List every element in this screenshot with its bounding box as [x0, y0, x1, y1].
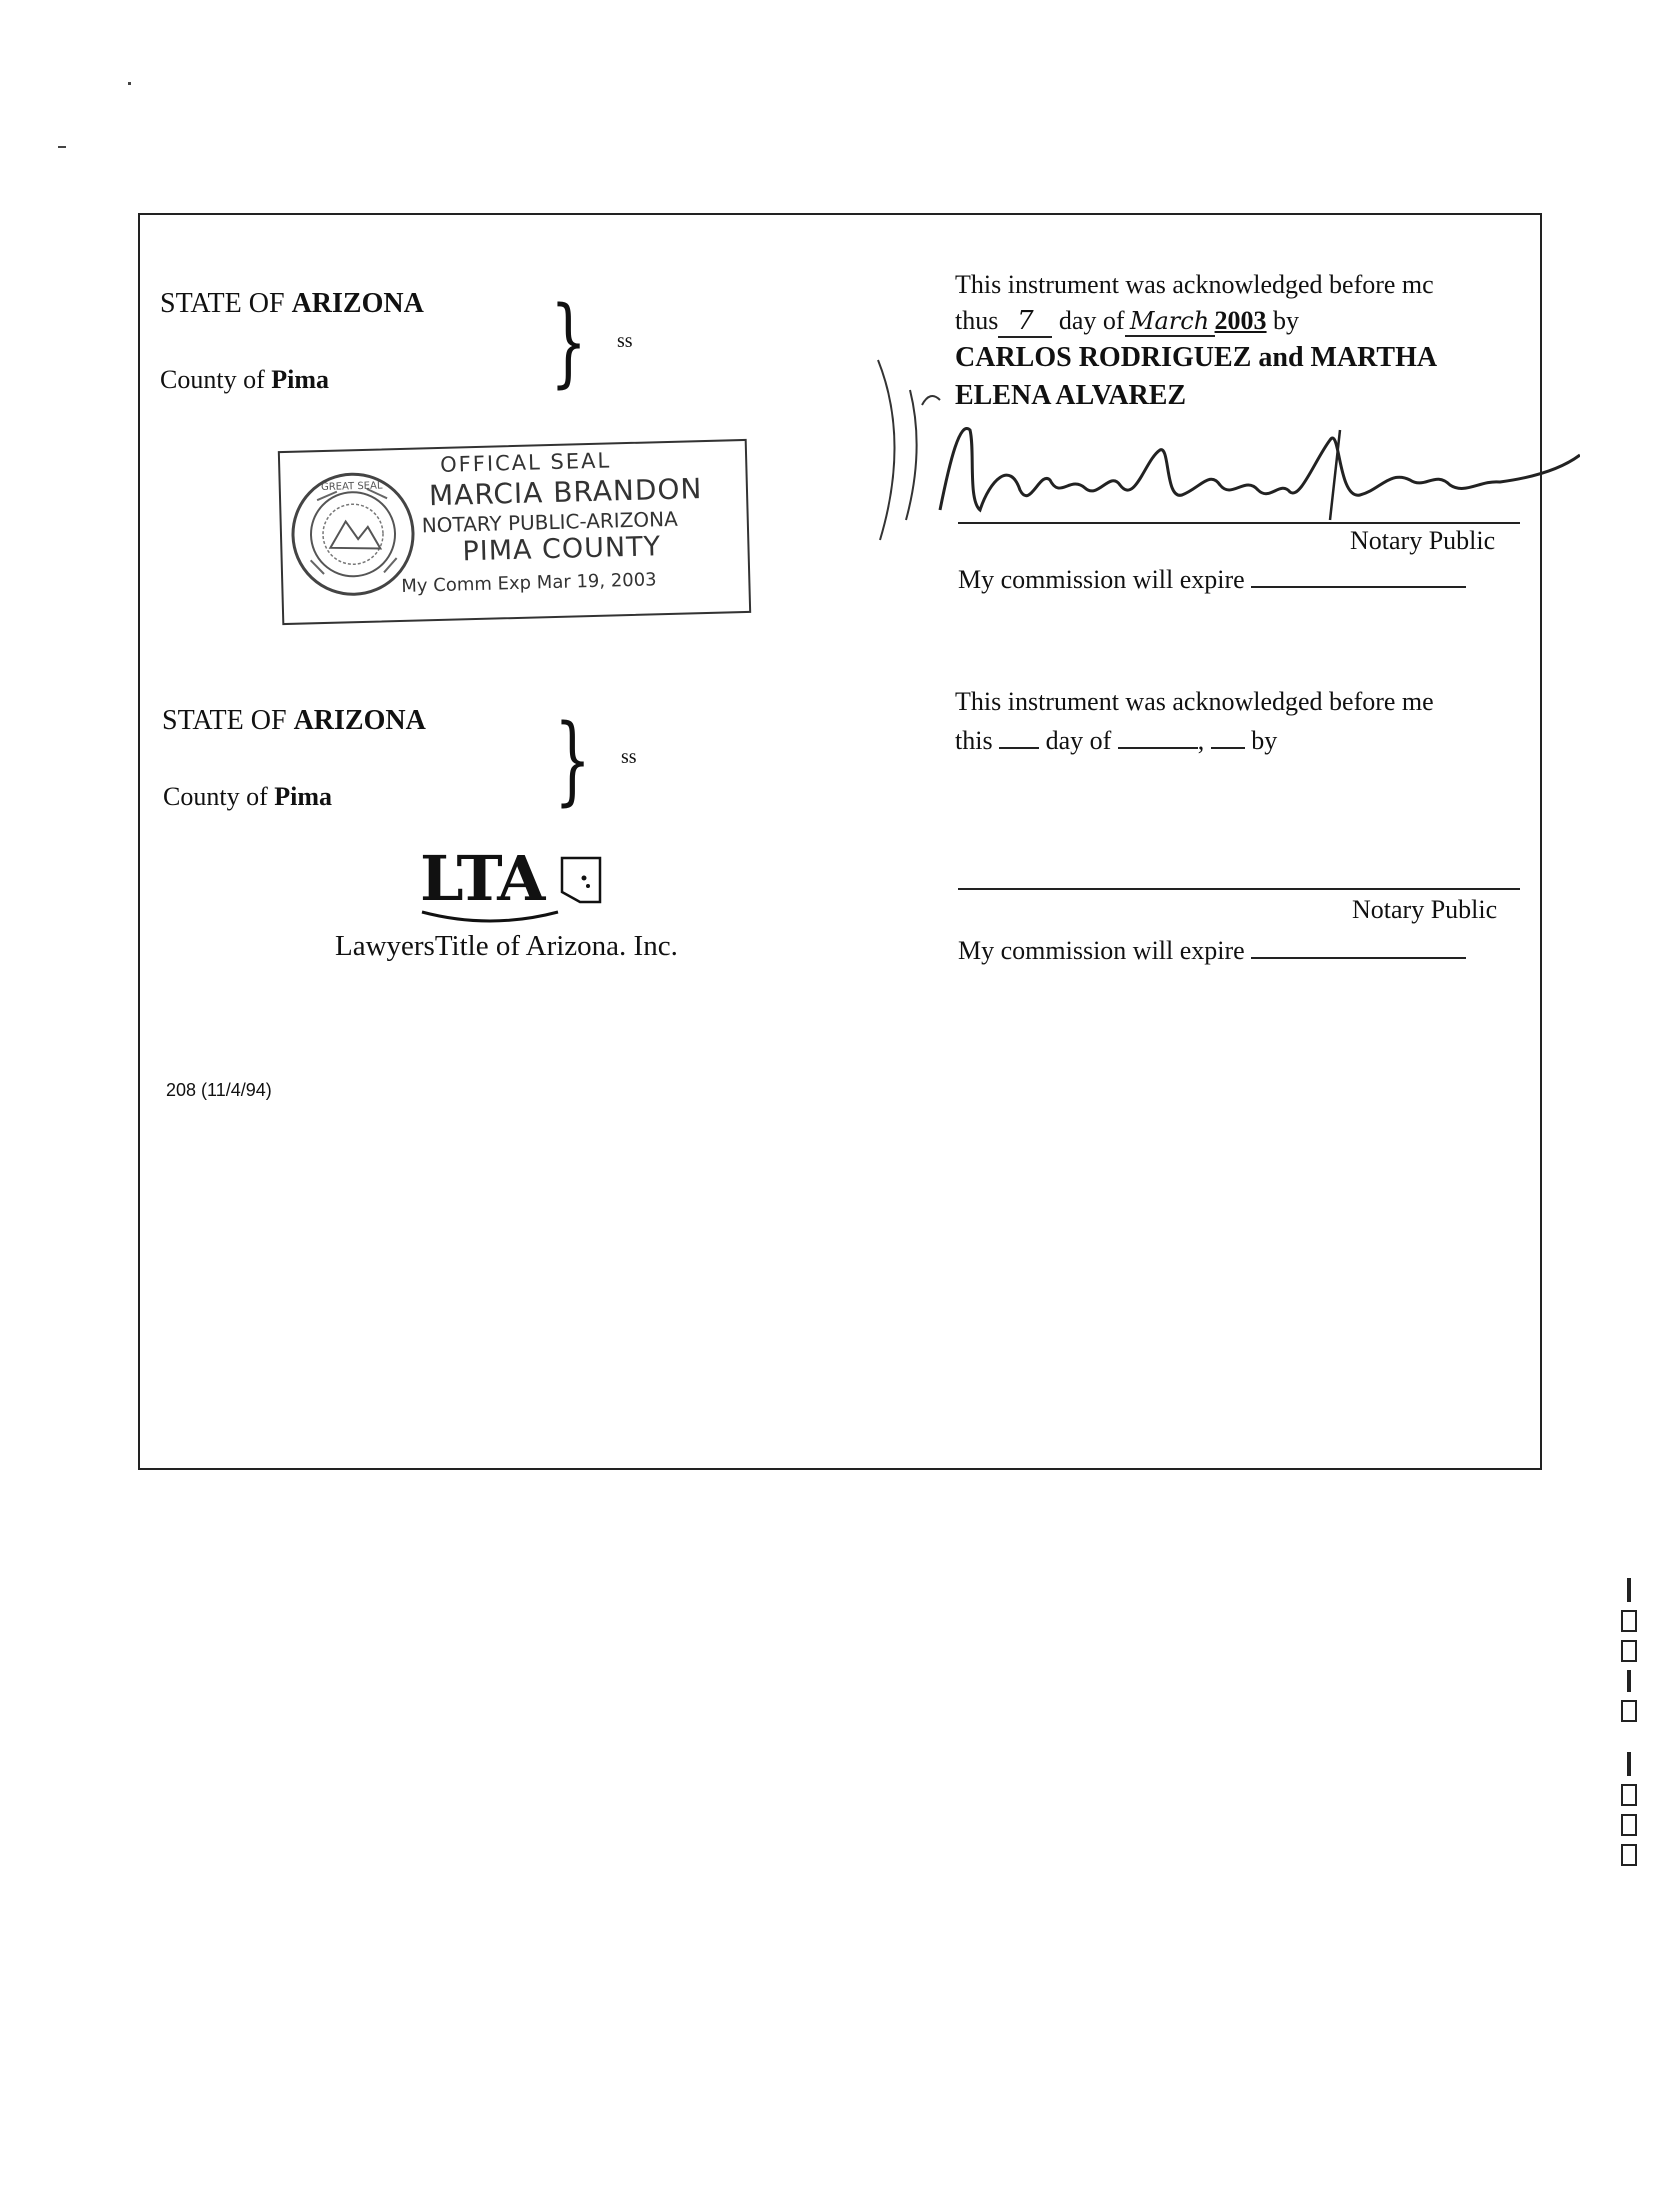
- names-line1: CARLOS RODRIGUEZ and MARTHA: [955, 342, 1438, 373]
- ss-label: ss: [617, 330, 633, 352]
- year-blank[interactable]: [1211, 725, 1245, 749]
- seal-line5: My Comm Exp Mar 19, 2003: [401, 569, 657, 597]
- acknowledgment-line2-2: this day of , by: [955, 726, 1278, 755]
- seal-line4: PIMA COUNTY: [462, 531, 662, 568]
- ss-label-2: ss: [621, 746, 637, 768]
- seal-line1: OFFICAL SEAL: [439, 448, 612, 477]
- expire-blank[interactable]: [1251, 564, 1466, 588]
- notary-signature-line-2: [958, 888, 1520, 890]
- acknowledgment-line1: This instrument was acknowledged before mc: [955, 270, 1434, 299]
- logo-swoosh: [420, 908, 560, 928]
- notary-public-label-2: Notary Public: [1352, 895, 1498, 924]
- svg-text:GREAT SEAL: GREAT SEAL: [320, 480, 383, 494]
- form-code: 208 (11/4/94): [166, 1080, 272, 1100]
- arizona-map-icon: [558, 854, 604, 906]
- day-blank[interactable]: [999, 725, 1039, 749]
- acknowledgment-line2: thus 7 day of March 2003 by: [955, 306, 1300, 336]
- side-barcode-marks: [1618, 1578, 1640, 1874]
- commission-expire-line: My commission will expire: [958, 564, 1466, 595]
- month-blank[interactable]: [1118, 725, 1198, 749]
- ack-day: 7: [998, 306, 1052, 338]
- commission-expire-line-2: My commission will expire: [958, 935, 1466, 966]
- notary-signature: [920, 400, 1580, 540]
- seal-line2: MARCIA BRANDON: [428, 472, 703, 513]
- scan-speck: [128, 82, 131, 85]
- acknowledgment-line1-2: This instrument was acknowledged before me: [955, 687, 1434, 716]
- names-line2: ELENA ALVAREZ: [955, 380, 1187, 411]
- notary-signature-line: [958, 522, 1520, 524]
- brace: }: [550, 286, 587, 398]
- logo-company-name: LawyersTitle of Arizona. Inc.: [335, 930, 678, 962]
- arizona-seal-icon: [286, 468, 419, 601]
- expire-blank-2[interactable]: [1251, 935, 1466, 959]
- scan-speck: [58, 146, 66, 148]
- company-logo: [335, 842, 720, 962]
- county-line-2: County of Pima: [163, 782, 332, 811]
- notary-public-label: Notary Public: [1350, 526, 1496, 555]
- brace-2: }: [554, 704, 591, 816]
- notary-seal-stamp: [278, 439, 751, 625]
- logo-mark: LTA: [420, 842, 544, 915]
- ack-month: March: [1125, 307, 1215, 337]
- state-line: STATE OF ARIZONA: [160, 288, 424, 319]
- county-line: County of Pima: [160, 365, 329, 394]
- seal-line3: NOTARY PUBLIC-ARIZONA: [421, 506, 679, 538]
- state-line-2: STATE OF ARIZONA: [162, 705, 426, 736]
